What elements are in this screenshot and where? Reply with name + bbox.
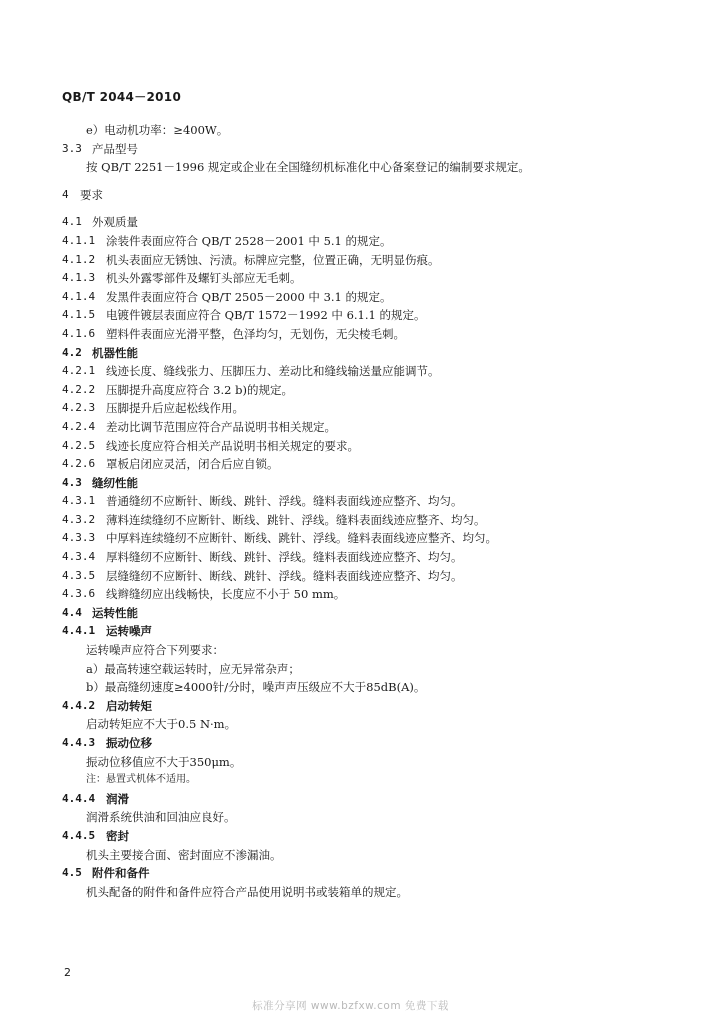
clause-line <box>0 697 701 716</box>
clause-number: 4.1.4 <box>62 289 96 303</box>
clause-line <box>0 288 701 307</box>
clause-text: a）最高转速空载运转时，应无异常杂声； <box>86 661 300 676</box>
clause-text: 中厚料连续缝纫不应断针、断线、跳针、浮线。缝料表面线迹应整齐、均匀。 <box>106 531 497 546</box>
clause-line <box>0 790 701 809</box>
clause-text: 机头表面应无锈蚀、污渍。标牌应完整，位置正确，无明显伤痕。 <box>106 252 440 267</box>
clause-line <box>0 585 701 604</box>
clause-text: 振动位移值应不大于350μm。 <box>86 754 242 769</box>
text-line <box>0 660 701 679</box>
clause-line <box>0 362 701 381</box>
clause-line <box>0 864 701 883</box>
clause-text: 机头配备的附件和备件应符合产品使用说明书或装箱单的规定。 <box>86 884 408 899</box>
text-line <box>0 753 701 772</box>
clause-number: 4.4.4 <box>62 791 96 805</box>
clause-text: 密封 <box>106 828 129 843</box>
clause-line <box>0 251 701 270</box>
clause-text: 线辫缝纫应出线畅快，长度应不小于 50 mm。 <box>106 587 346 602</box>
clause-number: 4.4 <box>62 605 82 619</box>
clause-line <box>0 474 701 493</box>
clause-text: 线迹长度应符合相关产品说明书相关规定的要求。 <box>106 438 359 453</box>
clause-line <box>0 511 701 530</box>
clause-text: 电镀件镀层表面应符合 QB/T 1572－1992 中 6.1.1 的规定。 <box>106 308 426 323</box>
clause-line <box>0 492 701 511</box>
clause-line <box>0 306 701 325</box>
clause-number: 4.2.6 <box>62 457 96 471</box>
clause-line <box>0 529 701 548</box>
clause-line <box>0 186 701 205</box>
clause-text: 振动位移 <box>106 736 152 750</box>
clause-text: 涂装件表面应符合 QB/T 2528－2001 中 5.1 的规定。 <box>106 233 392 248</box>
document-body <box>0 121 701 901</box>
text-line <box>0 121 701 140</box>
clause-text: 塑料件表面应光滑平整，色泽均匀，无划伤，无尖棱毛刺。 <box>106 326 405 341</box>
clause-line <box>0 455 701 474</box>
clause-text: 厚料缝纫不应断针、断线、跳针、浮线。缝料表面线迹应整齐、均匀。 <box>106 550 463 565</box>
clause-number: 4.3.1 <box>62 494 96 508</box>
clause-line <box>0 399 701 418</box>
clause-number: 4.4.1 <box>62 624 96 638</box>
clause-text: 压脚提升高度应符合 3.2 b)的规定。 <box>106 382 293 397</box>
clause-line <box>0 548 701 567</box>
clause-number: 4.2 <box>62 345 82 359</box>
text-line <box>0 678 701 697</box>
clause-line <box>0 344 701 363</box>
clause-text: 普通缝纫不应断针、断线、跳针、浮线。缝料表面线迹应整齐、均匀。 <box>106 494 463 509</box>
section-gap <box>0 204 701 213</box>
clause-number: 4.2.4 <box>62 419 96 433</box>
clause-text: b）最高缝纫速度≥4000针/分时，噪声声压级应不大于85dB(A)。 <box>86 680 426 695</box>
standard-number: QB/T 2044－2010 <box>62 90 182 104</box>
clause-number: 4.4.3 <box>62 736 96 749</box>
clause-text: 附件和备件 <box>92 866 150 881</box>
clause-text: 润滑 <box>106 791 129 806</box>
clause-text: 润滑系统供油和回油应良好。 <box>86 810 236 825</box>
clause-number: 4.3 <box>62 475 82 489</box>
clause-number: 4.3.5 <box>62 568 96 582</box>
clause-text: 按 QB/T 2251－1996 规定或企业在全国缝纫机标准化中心备案登记的编制要求规定。 <box>86 160 530 175</box>
clause-number: 4.3.6 <box>62 587 96 601</box>
clause-number: 4.4.2 <box>62 698 96 712</box>
clause-text: 线迹长度、缝线张力、压脚压力、差动比和缝线输送量应能调节。 <box>106 364 440 379</box>
clause-line <box>0 567 701 586</box>
clause-text: 机头外露零部件及螺钉头部应无毛刺。 <box>106 271 302 286</box>
text-line <box>0 715 701 734</box>
clause-text: 运转性能 <box>92 605 138 620</box>
clause-line <box>0 604 701 623</box>
clause-text: 启动转矩应不大于0.5 N·m。 <box>86 717 237 732</box>
clause-line <box>0 140 701 159</box>
clause-line <box>0 437 701 456</box>
text-line <box>0 158 701 177</box>
clause-text: 产品型号 <box>92 141 138 156</box>
text-line <box>0 808 701 827</box>
clause-line <box>0 734 701 753</box>
clause-text: 发黑件表面应符合 QB/T 2505－2000 中 3.1 的规定。 <box>106 289 392 304</box>
clause-text: 运转噪声应符合下列要求： <box>86 643 224 658</box>
text-line <box>0 771 701 790</box>
clause-line <box>0 418 701 437</box>
clause-text: 压脚提升后应起松线作用。 <box>106 401 244 416</box>
clause-text: e）电动机功率：≥400W。 <box>86 123 229 137</box>
clause-text: 薄料连续缝纫不应断针、断线、跳针、浮线。缝料表面线迹应整齐、均匀。 <box>106 512 486 527</box>
clause-number: 4.1.2 <box>62 252 96 266</box>
watermark: 标准分享网 www.bzfxw.com 免费下载 <box>252 1000 449 1012</box>
clause-number: 4.1.1 <box>62 233 96 247</box>
clause-line <box>0 213 701 232</box>
text-line <box>0 883 701 902</box>
text-line <box>0 641 701 660</box>
clause-number: 4.3.2 <box>62 512 96 526</box>
clause-number: 4.1.6 <box>62 326 96 340</box>
clause-text: 机器性能 <box>92 345 138 360</box>
clause-line <box>0 827 701 846</box>
clause-number: 4.2.5 <box>62 438 96 452</box>
clause-number: 4.2.2 <box>62 382 96 396</box>
clause-text: 层缝缝纫不应断针、断线、跳针、浮线。缝料表面线迹应整齐、均匀。 <box>106 568 463 583</box>
text-line <box>0 846 701 865</box>
clause-text: 外观质量 <box>92 215 138 230</box>
page-number: 2 <box>64 966 71 979</box>
clause-line <box>0 269 701 288</box>
clause-number: 4.1 <box>62 215 82 229</box>
clause-number: 4.1.3 <box>62 271 96 285</box>
clause-number: 3.3 <box>62 141 82 155</box>
clause-line <box>0 232 701 251</box>
clause-number: 4.3.3 <box>62 531 96 545</box>
clause-line <box>0 622 701 641</box>
clause-number: 4.5 <box>62 866 82 880</box>
clause-text: 运转噪声 <box>106 624 152 639</box>
clause-text: 机头主要接合面、密封面应不渗漏油。 <box>86 847 282 862</box>
clause-line <box>0 325 701 344</box>
clause-text: 罩板启闭应灵活，闭合后应自锁。 <box>106 457 279 472</box>
clause-text: 启动转矩 <box>106 698 152 713</box>
clause-number: 4.2.1 <box>62 364 96 378</box>
clause-number: 4.4.5 <box>62 828 96 842</box>
clause-text: 差动比调节范围应符合产品说明书相关规定。 <box>106 419 336 434</box>
clause-text: 缝纫性能 <box>92 475 138 490</box>
clause-number: 4.3.4 <box>62 550 96 564</box>
clause-number: 4.1.5 <box>62 308 96 322</box>
section-gap <box>0 177 701 186</box>
clause-line <box>0 381 701 400</box>
clause-number: 4.2.3 <box>62 401 96 415</box>
clause-number: 4 <box>62 187 69 201</box>
clause-text: 要求 <box>80 187 103 202</box>
clause-text: 注：悬置式机体不适用。 <box>86 774 196 786</box>
